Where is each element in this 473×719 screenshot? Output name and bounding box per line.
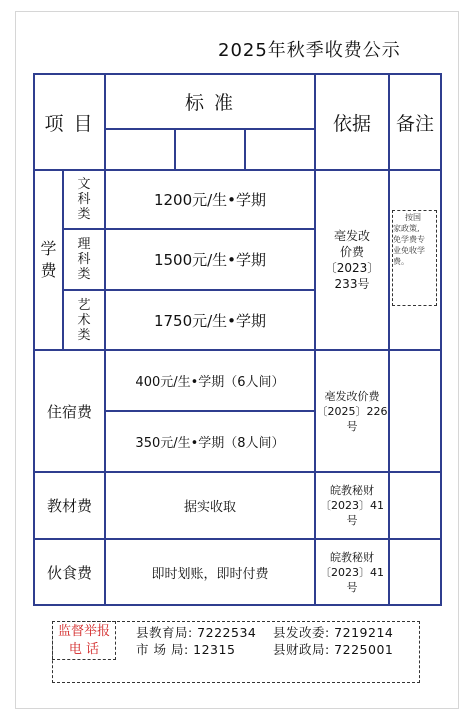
textbook-basis: 皖教秘财 〔2023〕41号 xyxy=(320,484,384,527)
table-line xyxy=(440,73,442,606)
header-basis: 依据 xyxy=(332,112,371,135)
header-remark: 备注 xyxy=(395,112,434,135)
tuition-category-liberal-arts: 文 科 类 xyxy=(77,177,91,222)
meals-basis: 皖教秘财 〔2023〕41号 xyxy=(320,550,384,594)
tuition-category-science: 理 科 类 xyxy=(77,237,91,282)
contact-finance-bureau: 县财政局: 7225001 xyxy=(273,642,394,657)
header-standard: 标 准 xyxy=(184,92,236,114)
tuition-label: 学 费 xyxy=(40,239,57,280)
contact-development-reform: 县发改委: 7219214 xyxy=(273,625,394,640)
tuition-note: 按国 家政策, 免学费专 业免收学 费。 xyxy=(393,213,425,266)
tuition-category-arts: 艺 术 类 xyxy=(77,297,91,343)
contact-market-bureau: 市 场 局: 12315 xyxy=(136,642,236,657)
tuition-standard-science: 1500元/生•学期 xyxy=(153,251,267,269)
lodging-label: 住宿费 xyxy=(46,402,92,421)
lodging-standard-8: 350元/生•学期（8人间） xyxy=(135,436,285,451)
report-label: 监督举报 电 话 xyxy=(57,623,110,657)
tuition-basis: 亳发改 价费 〔2023〕 233号 xyxy=(324,229,380,291)
textbook-standard: 据实收取 xyxy=(183,500,236,515)
contact-education-bureau: 县教育局: 7222534 xyxy=(136,625,257,640)
page-title: 2025年秋季收费公示 xyxy=(218,40,401,61)
header-item: 项 目 xyxy=(44,112,95,135)
tuition-standard-arts: 1750元/生•学期 xyxy=(153,311,267,330)
table-line xyxy=(244,128,246,171)
textbook-label: 教材费 xyxy=(46,497,92,515)
tuition-standard-liberal-arts: 1200元/生•学期 xyxy=(153,191,267,209)
table-line xyxy=(174,128,176,171)
meals-standard: 即时划账，即时付费 xyxy=(151,566,269,582)
meals-label: 伙食费 xyxy=(46,563,92,582)
table-line xyxy=(104,128,316,130)
lodging-standard-6: 400元/生•学期（6人间） xyxy=(135,375,285,390)
lodging-basis: 亳发改价费 〔2025〕226号 xyxy=(316,389,388,433)
table-line xyxy=(33,604,442,606)
